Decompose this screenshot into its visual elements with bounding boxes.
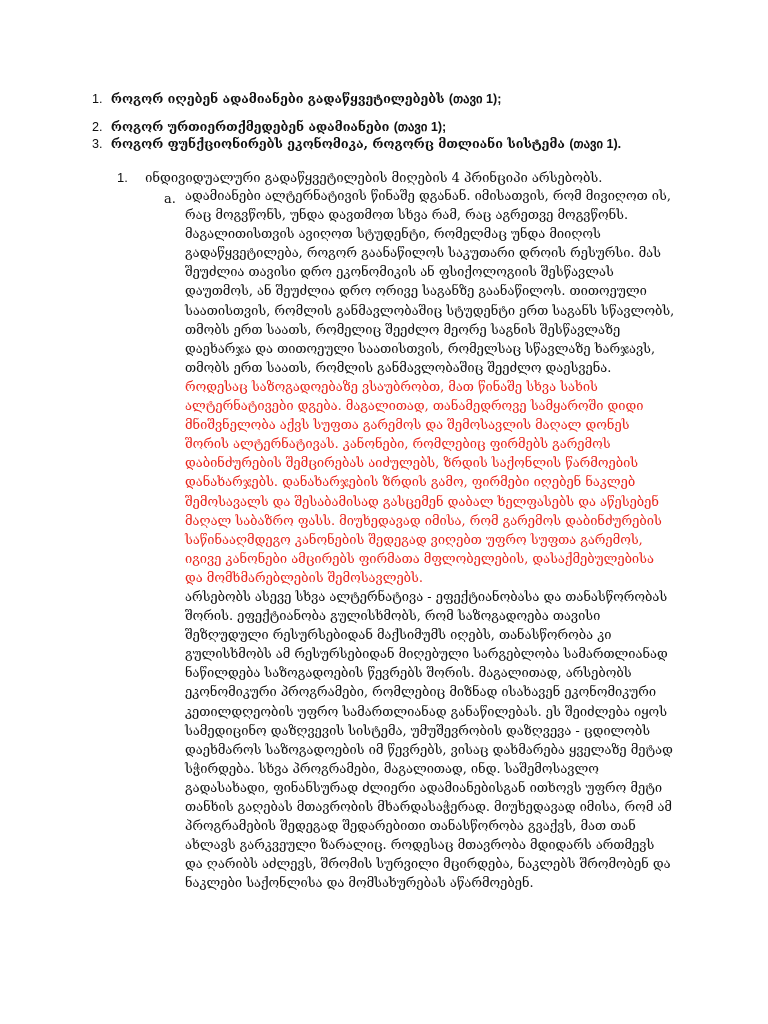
text-line: გადაწყვეტილება, როგორ გაანაწილოს საკუთარი დროის რესურსი. მას <box>185 246 661 262</box>
topic-number: 1. <box>92 92 103 106</box>
text-line: დაუთმოს, ან შეუძლია დრო ორივე საგანზე გაანაწილოს. თითოეული <box>185 284 647 300</box>
text-line: შეუძლია თავისი დრო ეკონომიკის ან ფსიქოლოგიის შესწავლას <box>185 265 614 281</box>
text-line: ნაწილდება საზოგადოების წევრებს შორის. მაგალითად, არსებობს <box>185 666 632 682</box>
topic-number: 2. <box>92 120 103 134</box>
text-line: ახლავს გარკვეული ზარალიც. როდესაც მთავრობა მდიდარს ართმევს <box>185 838 655 854</box>
text-line: დაბინძურების შემცირებას აიძულებს, ზრდის საქონლის წარმოების <box>185 456 639 472</box>
sub-list-letter: a. <box>164 192 176 207</box>
text-line: თმობს ერთ საათს, რომლის განმავლობაშიც შეეძლო დაესვენა. <box>185 360 612 376</box>
text-line: საათისთვის, რომლის განმავლობაშიც სტუდენტი ერთ საგანს სწავლობს, <box>185 303 675 319</box>
topic-chapter-tag: (თავი 1); <box>393 120 447 134</box>
text-line: მნიშვნელობა აქვს სუფთა გარემოს და შემოსავლის მაღალ დონეს <box>185 418 630 434</box>
text-line: რაც მოგვწონს, უნდა დავთმოთ სხვა რამ, რაც აგრეთვე მოგვწონს. <box>185 208 629 224</box>
topic-text: როგორ იღებენ ადამიანები გადაწყვეტილებებს <box>110 91 445 106</box>
text-line: საწინააღმდეგო კანონების შედეგად ვიღებთ უფრო სუფთა გარემოს, <box>185 532 643 548</box>
tradeoff-society-highlight <box>185 378 697 588</box>
text-line: და ღარიბს აძლევს, შრომის სურვილი მცირდება, ნაკლებს შრომობენ და <box>185 857 671 873</box>
principle-a-paragraph <box>185 187 697 893</box>
text-line: შორის. ეფექტიანობა გულისხმობს, რომ საზოგადოება თავისი <box>185 609 601 625</box>
text-line: ეკონომიკური პროგრამები, რომლებიც მიზნად ისახავენ ეკონომიკური <box>185 685 657 701</box>
text-line: შეზღუდული რესურსებიდან მაქსიმუმს იღებს, თანასწორობა კი <box>185 628 612 644</box>
text-line: დაეხმაროს საზოგადოების იმ წევრებს, ვისაც დახმარება ყველაზე მეტად <box>185 742 673 758</box>
topic-text: როგორ ურთიერთქმედებენ ადამიანები <box>110 119 390 134</box>
text-line: და მომხმარებლების შემოსავლებს. <box>185 570 423 586</box>
text-line: კეთილდღეობის უფრო სამართლიანად განაწილებას. ეს შეიძლება იყოს <box>185 704 668 720</box>
topic-item-interaction <box>92 118 446 136</box>
text-line: შორის ალტერნატივას. კანონები, რომლებიც ფირმებს გარემოს <box>185 437 611 453</box>
topic-number: 3. <box>92 137 103 151</box>
text-line: არსებობს ასევე სხვა ალტერნატივა - ეფექტიანობასა და თანასწორობას <box>185 589 668 605</box>
text-line: პროგრამების შედეგად შედარებითი თანასწორობა გვაქვს, მათ თან <box>185 819 636 835</box>
text-line: გადასახადი, ფინანსურად ძლიერი ადამიანებისგან ითხოვს უფრო მეტი <box>185 780 663 796</box>
list-number: 1. <box>117 170 128 185</box>
text-line: სამედიცინო დაზღვევის სისტემა, უმუშევრობის დაზღვევა - ცდილობს <box>185 723 651 739</box>
topic-chapter-tag: (თავი 1); <box>448 92 502 106</box>
principles-list-item <box>117 169 602 188</box>
text-line: დაეხარჯა და თითოეული საათისთვის, რომელსაც სწავლაზე ხარჯავს, <box>185 341 656 357</box>
text-line: გულისხმობს ამ რესურსებიდან მიღებული სარგებლობა სამართლიანად <box>185 647 668 663</box>
text-line: ადამიანები ალტერნატივის წინაშე დგანან. იმისათვის, რომ მივიღოთ ის, <box>185 189 671 204</box>
text-line: მაღალ საბაზრო ფასს. მიუხედავად იმისა, რომ გარემოს დაბინძურების <box>185 513 662 529</box>
tradeoff-individual-text <box>185 187 697 378</box>
text-line: როდესაც საზოგადოებაზე ვსაუბრობთ, მათ წინაშე სხვა სახის <box>185 379 598 395</box>
text-line: თმობს ერთ საათს, რომელიც შეეძლო მეორე საგნის შესწავლაზე <box>185 322 621 338</box>
text-line: თანხის გაღებას მთავრობის მხარდასაჭერად. მიუხედავად იმისა, რომ ამ <box>185 800 672 815</box>
topic-text: როგორ ფუნქციონირებს ეკონომიკა, როგორც მთლიანი სისტემა <box>110 136 565 151</box>
text-line: სჭირდება. სხვა პროგრამები, მაგალითად, ინდ. საშემოსავლო <box>185 761 599 777</box>
text-line: შემოსავალს და შესაბამისად გასცემენ დაბალ ხელფასებს და აწესებენ <box>185 494 659 510</box>
principles-intro: ინდივიდუალური გადაწყვეტილების მიღების 4 პრინციპი არსებობს. <box>145 171 603 186</box>
text-line: იგივე კანონები ამცირებს ფირმათა მფლობელების, დასაქმებულებისა <box>185 551 654 567</box>
topic-chapter-tag: (თავი 1). <box>569 137 622 151</box>
topic-item-economy-system <box>92 135 621 153</box>
text-line: დანახარჯებს. დანახარჯების ზრდის გამო, ფირმები იღებენ ნაკლებ <box>185 475 636 491</box>
text-line: ნაკლები საქონლისა და მომსახურებას აწარმოებენ. <box>185 876 534 892</box>
efficiency-equality-text <box>185 588 697 894</box>
topic-item-decisions <box>92 90 501 108</box>
text-line: ალტერნატივები დგება. მაგალითად, თანამედროვე სამყაროში დიდი <box>185 399 644 415</box>
text-line: მაგალითისთვის ავიღოთ სტუდენტი, რომელმაც უნდა მიიღოს <box>185 227 601 243</box>
